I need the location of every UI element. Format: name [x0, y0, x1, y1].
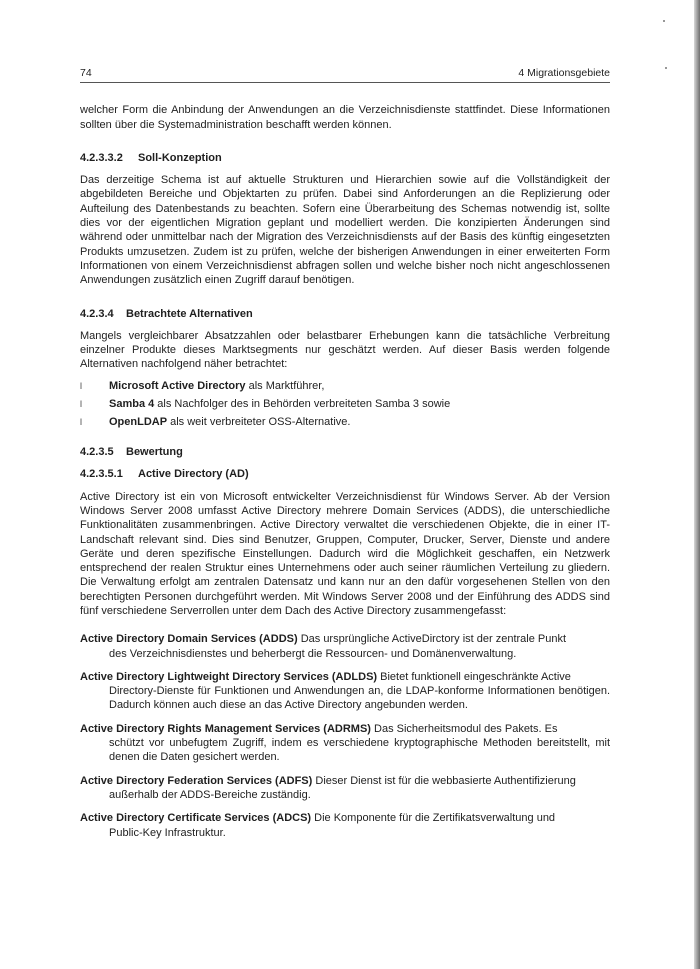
- definition-item: [80, 722, 610, 765]
- ad-paragraph: Active Directory ist ein von Microsoft entwickelter Verzeichnisdienst für Windows Server. Ab der Version Windows Server 2008 umfasst Active Directory mehrere Domain Services (ADDS), die unterschiedliche Funktionalitäten zusammenbringen. Active Directory verwaltet die verschiedenen Objekte, die in einer IT-Landschaft relevant sind. Dies sind Benutzer, Gruppen, Computer, Drucker, Server, Dienste und andere Geräte und deren spezifische Einstellungen. Dadurch wird die Möglichkeit geschaffen, ein Netzwerk entsprechend der realen Struktur eines Unternehmens oder auch seiner räumlichen Verteilung zu gliedern. Die Verwaltung erfolgt am zentralen Datensatz und kann nur an den dafür vorgesehenen Stellen von den berechtigten Personen durchgeführt werden. Mit Windows Server 2008 und der Einführung des ADDS sind fünf verschiedene Serverrollen unter dem Dach des Active Directory zusammengefasst:: [80, 490, 610, 617]
- list-item-bold: Microsoft Active Directory: [109, 379, 246, 392]
- definition-continuation: Public-Key Infrastruktur.: [109, 826, 226, 839]
- bullet-marker: l: [80, 380, 82, 391]
- bullet-marker: l: [80, 398, 82, 409]
- intro-paragraph: welcher Form die Anbindung der Anwendungen an die Verzeichnisdienste stattfindet. Diese Informationen sollten über die Systemadministration beschafft werden können.: [80, 104, 610, 131]
- running-header: [80, 66, 610, 83]
- section-title: Soll-Konzeption: [138, 151, 222, 164]
- definition-term: Active Directory Lightweight Directory Services (ADLDS): [80, 670, 378, 683]
- section-heading-ad: [80, 467, 610, 481]
- section-title: Betrachtete Alternativen: [126, 307, 253, 320]
- list-item: [80, 397, 610, 411]
- section-title: Bewertung: [126, 446, 183, 459]
- definition-text: Dieser Dienst ist für die webbasierte Authentifizierung: [312, 774, 576, 787]
- bullet-marker: l: [80, 416, 82, 427]
- definition-item: [80, 670, 610, 713]
- section-title: Active Directory (AD): [138, 468, 249, 481]
- definition-text: Das ursprüngliche ActiveDirctory ist der zentrale Punkt: [297, 633, 567, 646]
- definition-term: Active Directory Rights Management Services (ADRMS): [80, 722, 371, 735]
- definition-term: Active Directory Federation Services (ADFS): [80, 774, 313, 787]
- definition-term: Active Directory Certificate Services (ADCS): [80, 812, 312, 825]
- list-item-text: als Nachfolger des in Behörden verbreiteten Samba 3 sowie: [154, 397, 451, 410]
- section-number: 4.2.3.5: [80, 446, 114, 459]
- list-item: [80, 379, 610, 393]
- definition-text: Die Komponente für die Zertifikatsverwaltung und: [311, 812, 556, 825]
- definition-term: Active Directory Domain Services (ADDS): [80, 633, 298, 646]
- alternativen-paragraph: Mangels vergleichbarer Absatzzahlen oder belastbarer Erhebungen kann die tatsächliche Verbreitung einzelner Produkte dieses Marktsegments nur geschätzt werden. Auf dieser Basis werden folgende Alternativen nachfolgend näher betrachtet:: [80, 329, 610, 371]
- definition-continuation: Directory-Dienste für Funktionen und Anwendungen an, die LDAP-konforme Informationen benötigen. Dadurch können auch diese an das Active Directory angebunden werden.: [109, 685, 610, 712]
- scan-speck: [665, 67, 667, 69]
- list-item-bold: Samba 4: [109, 397, 155, 410]
- definition-continuation: schützt vor unbefugtem Zugriff, indem es verschiedene kryptographische Methoden bereitstellt, mit denen die Daten gesichert werden.: [109, 737, 610, 764]
- soll-paragraph: Das derzeitige Schema ist auf aktuelle Strukturen und Hierarchien sowie auf die Vollständigkeit der abgebildeten Bereiche und Objektarten zu prüfen. Dabei sind Anforderungen an die Replizierung oder Aufteilung des Datenbestands zu beachten. Sofern eine Überarbeitung des Schemas notwendig ist, sollte dies vor der eigentlichen Migration geplant und modelliert werden. Die konzipierten Änderungen sind während oder unmittelbar nach der Migration des Verzeichnisdiensts auf der Basis des künftig eingesetzten Produkts umzusetzen. Zudem ist zu prüfen, welche der bisherigen Anwendungen in einer erweiterten Form Informationen von einem Verzeichnisdienst abfragen sollen und welche bisher noch nicht angeschlossenen Anwendungen zusätzlich einen Zugriff darauf benötigen.: [80, 174, 610, 287]
- section-heading-alternativen: [80, 307, 610, 321]
- definition-item: [80, 811, 610, 840]
- definition-item: [80, 774, 610, 803]
- list-item-text: als weit verbreiteter OSS-Alternative.: [167, 415, 351, 428]
- section-number: 4.2.3.4: [80, 307, 114, 320]
- definition-text: Das Sicherheitsmodul des Pakets. Es: [370, 722, 558, 735]
- chapter-title: 4 Migrationsgebiete: [518, 67, 610, 79]
- section-heading-bewertung: [80, 445, 610, 459]
- section-heading-soll: [80, 151, 610, 165]
- definition-text: Bietet funktionell eingeschränkte Active: [377, 670, 571, 683]
- serverrollen-definitions: [80, 632, 610, 840]
- alternatives-list: [80, 379, 610, 429]
- document-page: [80, 66, 610, 849]
- definition-item: [80, 632, 610, 661]
- list-item-text: als Marktführer,: [245, 379, 325, 392]
- definition-continuation: des Verzeichnisdienstes und beherbergt die Ressourcen- und Domänenverwaltung.: [109, 647, 517, 660]
- page-number: 74: [80, 67, 92, 79]
- scan-edge: [694, 0, 700, 969]
- list-item-bold: OpenLDAP: [109, 415, 168, 428]
- section-number: 4.2.3.3.2: [80, 151, 123, 164]
- scan-speck: [663, 20, 665, 22]
- list-item: [80, 415, 610, 429]
- definition-continuation: außerhalb der ADDS-Bereiche zuständig.: [109, 788, 311, 801]
- section-number: 4.2.3.5.1: [80, 468, 123, 481]
